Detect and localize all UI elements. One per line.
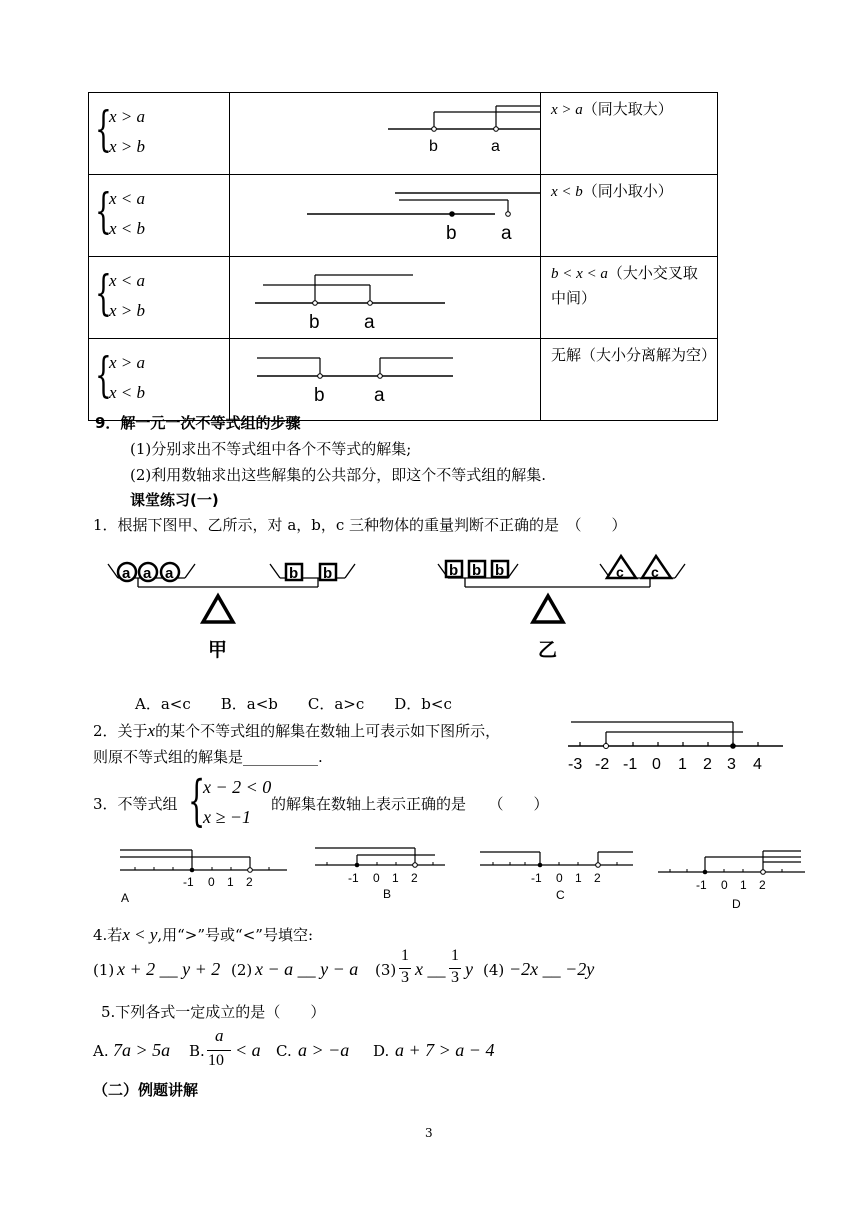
result-cell: [541, 339, 718, 421]
page-number: 3: [425, 1126, 433, 1140]
inequality: x > b: [109, 137, 146, 156]
table-row: [89, 93, 718, 175]
label-b: b: [446, 223, 457, 244]
number-line-diagram: [230, 257, 540, 334]
tick-label: 0: [373, 871, 380, 885]
label-a: a: [364, 312, 375, 333]
system-cell: [89, 175, 230, 257]
tick-label: -1: [696, 878, 707, 892]
label-b: b: [309, 312, 320, 333]
tick-label: -2: [595, 756, 610, 773]
option-c-number-line: [480, 852, 633, 902]
table-row: [89, 257, 718, 339]
object-b: b: [289, 565, 299, 582]
result-math: b < x < a: [551, 266, 608, 282]
number-line-diagram: [230, 175, 540, 252]
option-label: D: [732, 897, 741, 911]
brace: {: [95, 347, 112, 403]
label-b: b: [429, 138, 438, 155]
tick-label: -1: [531, 871, 542, 885]
system-cell: [89, 257, 230, 339]
section-9-title: 9．解一元一次不等式组的步骤: [95, 414, 301, 432]
object-b: b: [449, 562, 459, 579]
label-jia: 甲: [208, 640, 228, 661]
question-1-options: A．a<c B．a<b C．a>c D．b<c: [135, 695, 452, 713]
question-5-options: A. 7a > 5a B. a 10 < a C. a > −a D. a + 7 > a − 4: [93, 1026, 495, 1069]
question-2-line-2: 则原不等式组的解集是__________.: [93, 748, 323, 766]
result-math: x < b: [551, 184, 583, 200]
inequality: x > b: [109, 301, 146, 320]
question-2-line-1: 2．关于x的某个不等式组的解集在数轴上可表示如下图所示，: [93, 721, 501, 740]
result-note: （同小取小）: [582, 182, 673, 200]
brace: {: [95, 101, 112, 157]
object-a: a: [122, 565, 131, 582]
object-a: a: [143, 565, 152, 582]
table-row: [89, 175, 718, 257]
tick-label: -1: [183, 875, 194, 889]
brace: {: [188, 769, 206, 832]
label-a: a: [374, 385, 385, 406]
inequality: x > a: [109, 107, 146, 126]
result-note: 无解（大小分离解为空）: [551, 346, 717, 364]
section-9-step-2: (2)利用数轴求出这些解集的公共部分，即这个不等式组的解集.: [130, 466, 547, 484]
inequality: x < a: [109, 271, 146, 290]
tick-label: 3: [727, 756, 736, 773]
inequality: x > a: [109, 353, 146, 372]
scale-jia: [108, 563, 355, 661]
inequality: x < a: [109, 189, 146, 208]
section-2-title: （二）例题讲解: [93, 1081, 199, 1099]
number-line-cell: [230, 339, 541, 421]
option-a-number-line: [120, 850, 287, 905]
section-9-step-1: (1)分别求出不等式组中各个不等式的解集;: [130, 440, 412, 458]
object-b: b: [323, 565, 333, 582]
object-b: b: [472, 562, 482, 579]
object-b: b: [495, 562, 505, 579]
question-3-inequality-2: x ≥ −1: [203, 807, 252, 827]
tick-label: 2: [246, 875, 253, 889]
practice-title: 课堂练习(一): [130, 491, 219, 509]
option-label: A: [121, 891, 130, 905]
result-math: x > a: [551, 102, 583, 118]
label-a: a: [501, 223, 512, 244]
result-note: （大小交叉取中间）: [551, 264, 698, 307]
tick-label: 1: [575, 871, 582, 885]
number-line-diagram: [230, 93, 540, 170]
tick-label: -1: [348, 871, 359, 885]
tick-label: -3: [568, 756, 583, 773]
tick-label: 1: [740, 878, 747, 892]
table-row: [89, 339, 718, 421]
object-c: c: [616, 564, 624, 580]
option-b-number-line: [315, 848, 445, 901]
option-label: C: [556, 888, 565, 902]
tick-label: 2: [759, 878, 766, 892]
solution-rules-table: [88, 92, 718, 421]
tick-label: 4: [753, 756, 762, 773]
number-line-cell: [230, 257, 541, 339]
tick-label: 1: [227, 875, 234, 889]
tick-label: 0: [652, 756, 661, 773]
inequality: x < b: [109, 219, 146, 238]
tick-label: 0: [556, 871, 563, 885]
question-4-line-1: 4.若x < y,用“>”号或“<”号填空:: [93, 925, 314, 944]
system-cell: [89, 93, 230, 175]
result-cell: [541, 175, 718, 257]
inequality: x < b: [109, 383, 146, 402]
question-1-text: 1．根据下图甲、乙所示，对 a，b，c 三种物体的重量判断不正确的是 （ ）: [93, 516, 627, 534]
question-3-prefix: 3．不等式组: [93, 795, 178, 813]
scale-yi: [438, 556, 685, 661]
question-3-inequality-1: x − 2 < 0: [203, 777, 272, 797]
label-a: a: [491, 138, 500, 155]
tick-label: -1: [623, 756, 638, 773]
label-b: b: [314, 385, 325, 406]
balance-scales-figure: [100, 550, 700, 665]
result-cell: [541, 93, 718, 175]
number-line-diagram: [230, 339, 540, 416]
tick-label: 2: [703, 756, 712, 773]
brace: {: [95, 265, 112, 321]
question-5-text: 5.下列各式一定成立的是（ ）: [101, 1003, 326, 1021]
result-note: （同大取大）: [582, 100, 673, 118]
system-cell: [89, 339, 230, 421]
option-label: B: [383, 887, 392, 901]
tick-label: 0: [208, 875, 215, 889]
question-2-number-line: [563, 714, 788, 774]
tick-label: 2: [411, 871, 418, 885]
tick-label: 1: [678, 756, 687, 773]
number-line-cell: [230, 175, 541, 257]
option-d-number-line: [658, 851, 805, 911]
object-c: c: [651, 564, 659, 580]
question-3-options-figure: [115, 840, 815, 915]
object-a: a: [165, 565, 174, 582]
question-3-suffix: 的解集在数轴上表示正确的是 （ ）: [271, 795, 549, 813]
number-line-cell: [230, 93, 541, 175]
label-yi: 乙: [538, 640, 558, 661]
result-cell: [541, 257, 718, 339]
tick-label: 2: [594, 871, 601, 885]
tick-label: 0: [721, 878, 728, 892]
brace: {: [95, 183, 112, 239]
tick-label: 1: [392, 871, 399, 885]
